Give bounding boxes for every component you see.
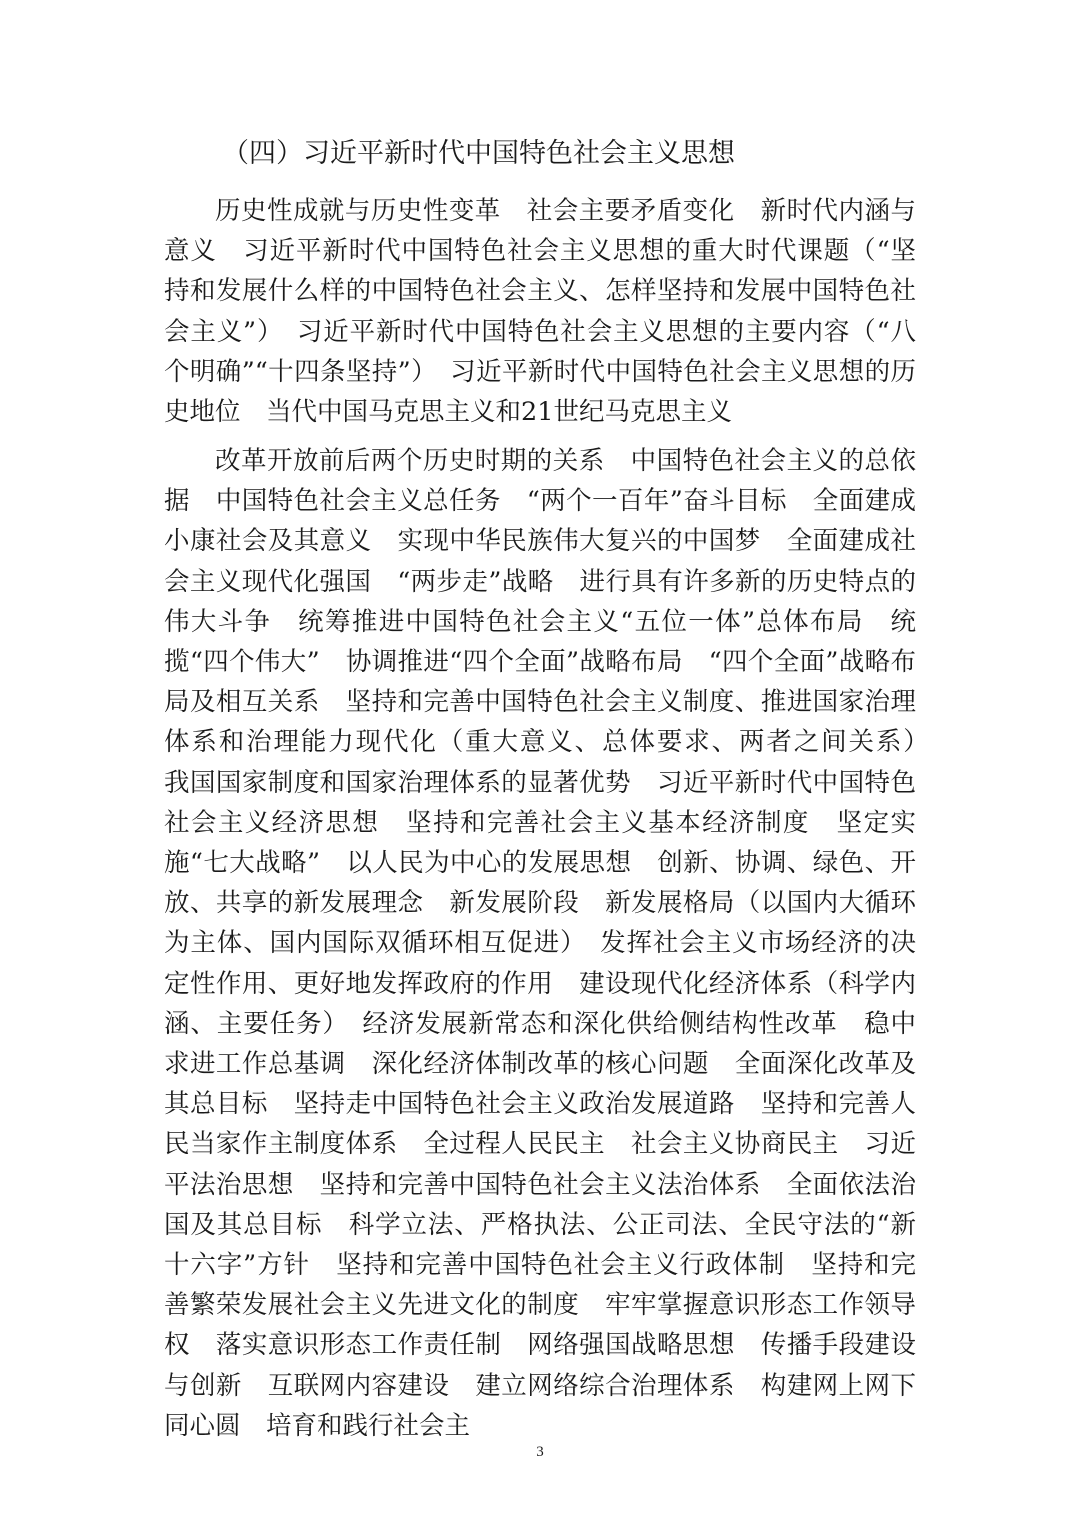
page-number: 3	[536, 1444, 544, 1460]
paragraph-2: 改革开放前后两个历史时期的关系 中国特色社会主义的总依据 中国特色社会主义总任务 “两个一百年”奋斗目标 全面建成小康社会及其意义 实现中华民族伟大复兴的中国梦 全面建成社会主义现代化强国 “两步走”战略 进行具有许多新的历史特点的伟大斗争 统筹推进中国特色社会主义“五位一体”总体布局 统揽“四个伟大” 协调推进“四个全面”战略布局 “四个全面”战略布局及相互关系 坚持和完善中国特色社会主义制度、推进国家治理体系和治理能力现代化（重大意义、总体要求、两者之间关系） 我国国家制度和国家治理体系的显著优势 习近平新时代中国特色社会主义经济思想 坚持和完善社会主义基本经济制度 坚定实施“七大战略” 以人民为中心的发展思想 创新、协调、绿色、开放、共享的新发展理念 新发展阶段 新发展格局（以国内大循环为主体、国内国际双循环相互促进） 发挥社会主义市场经济的决定性作用、更好地发挥政府的作用 建设现代化经济体系（科学内涵、主要任务） 经济发展新常态和深化供给侧结构性改革 稳中求进工作总基调 深化经济体制改革的核心问题 全面深化改革及其总目标 坚持走中国特色社会主义政治发展道路 坚持和完善人民当家作主制度体系 全过程人民民主 社会主义协商民主 习近平法治思想 坚持和完善中国特色社会主义法治体系 全面依法治国及其总目标 科学立法、严格执法、公正司法、全民守法的“新十六字”方针 坚持和完善中国特色社会主义行政体制 坚持和完善繁荣发展社会主义先进文化的制度 牢牢掌握意识形态工作领导权 落实意识形态工作责任制 网络强国战略思想 传播手段建设与创新 互联网内容建设 建立网络综合治理体系 构建网上网下同心圆 培育和践行社会主	[164, 446, 942, 1441]
section-heading: （四）习近平新时代中国特色社会主义思想	[222, 138, 735, 169]
paragraph-1: 历史性成就与历史性变革 社会主要矛盾变化 新时代内涵与意义 习近平新时代中国特色社会主义思想的重大时代课题（“坚持和发展什么样的中国特色社会主义、怎样坚持和发展中国特色社会主义”） 习近平新时代中国特色社会主义思想的主要内容（“八个明确”“十四条坚持”） 习近平新时代中国特色社会主义思想的历史地位 当代中国马克思主义和21世纪马克思主义	[164, 196, 916, 428]
